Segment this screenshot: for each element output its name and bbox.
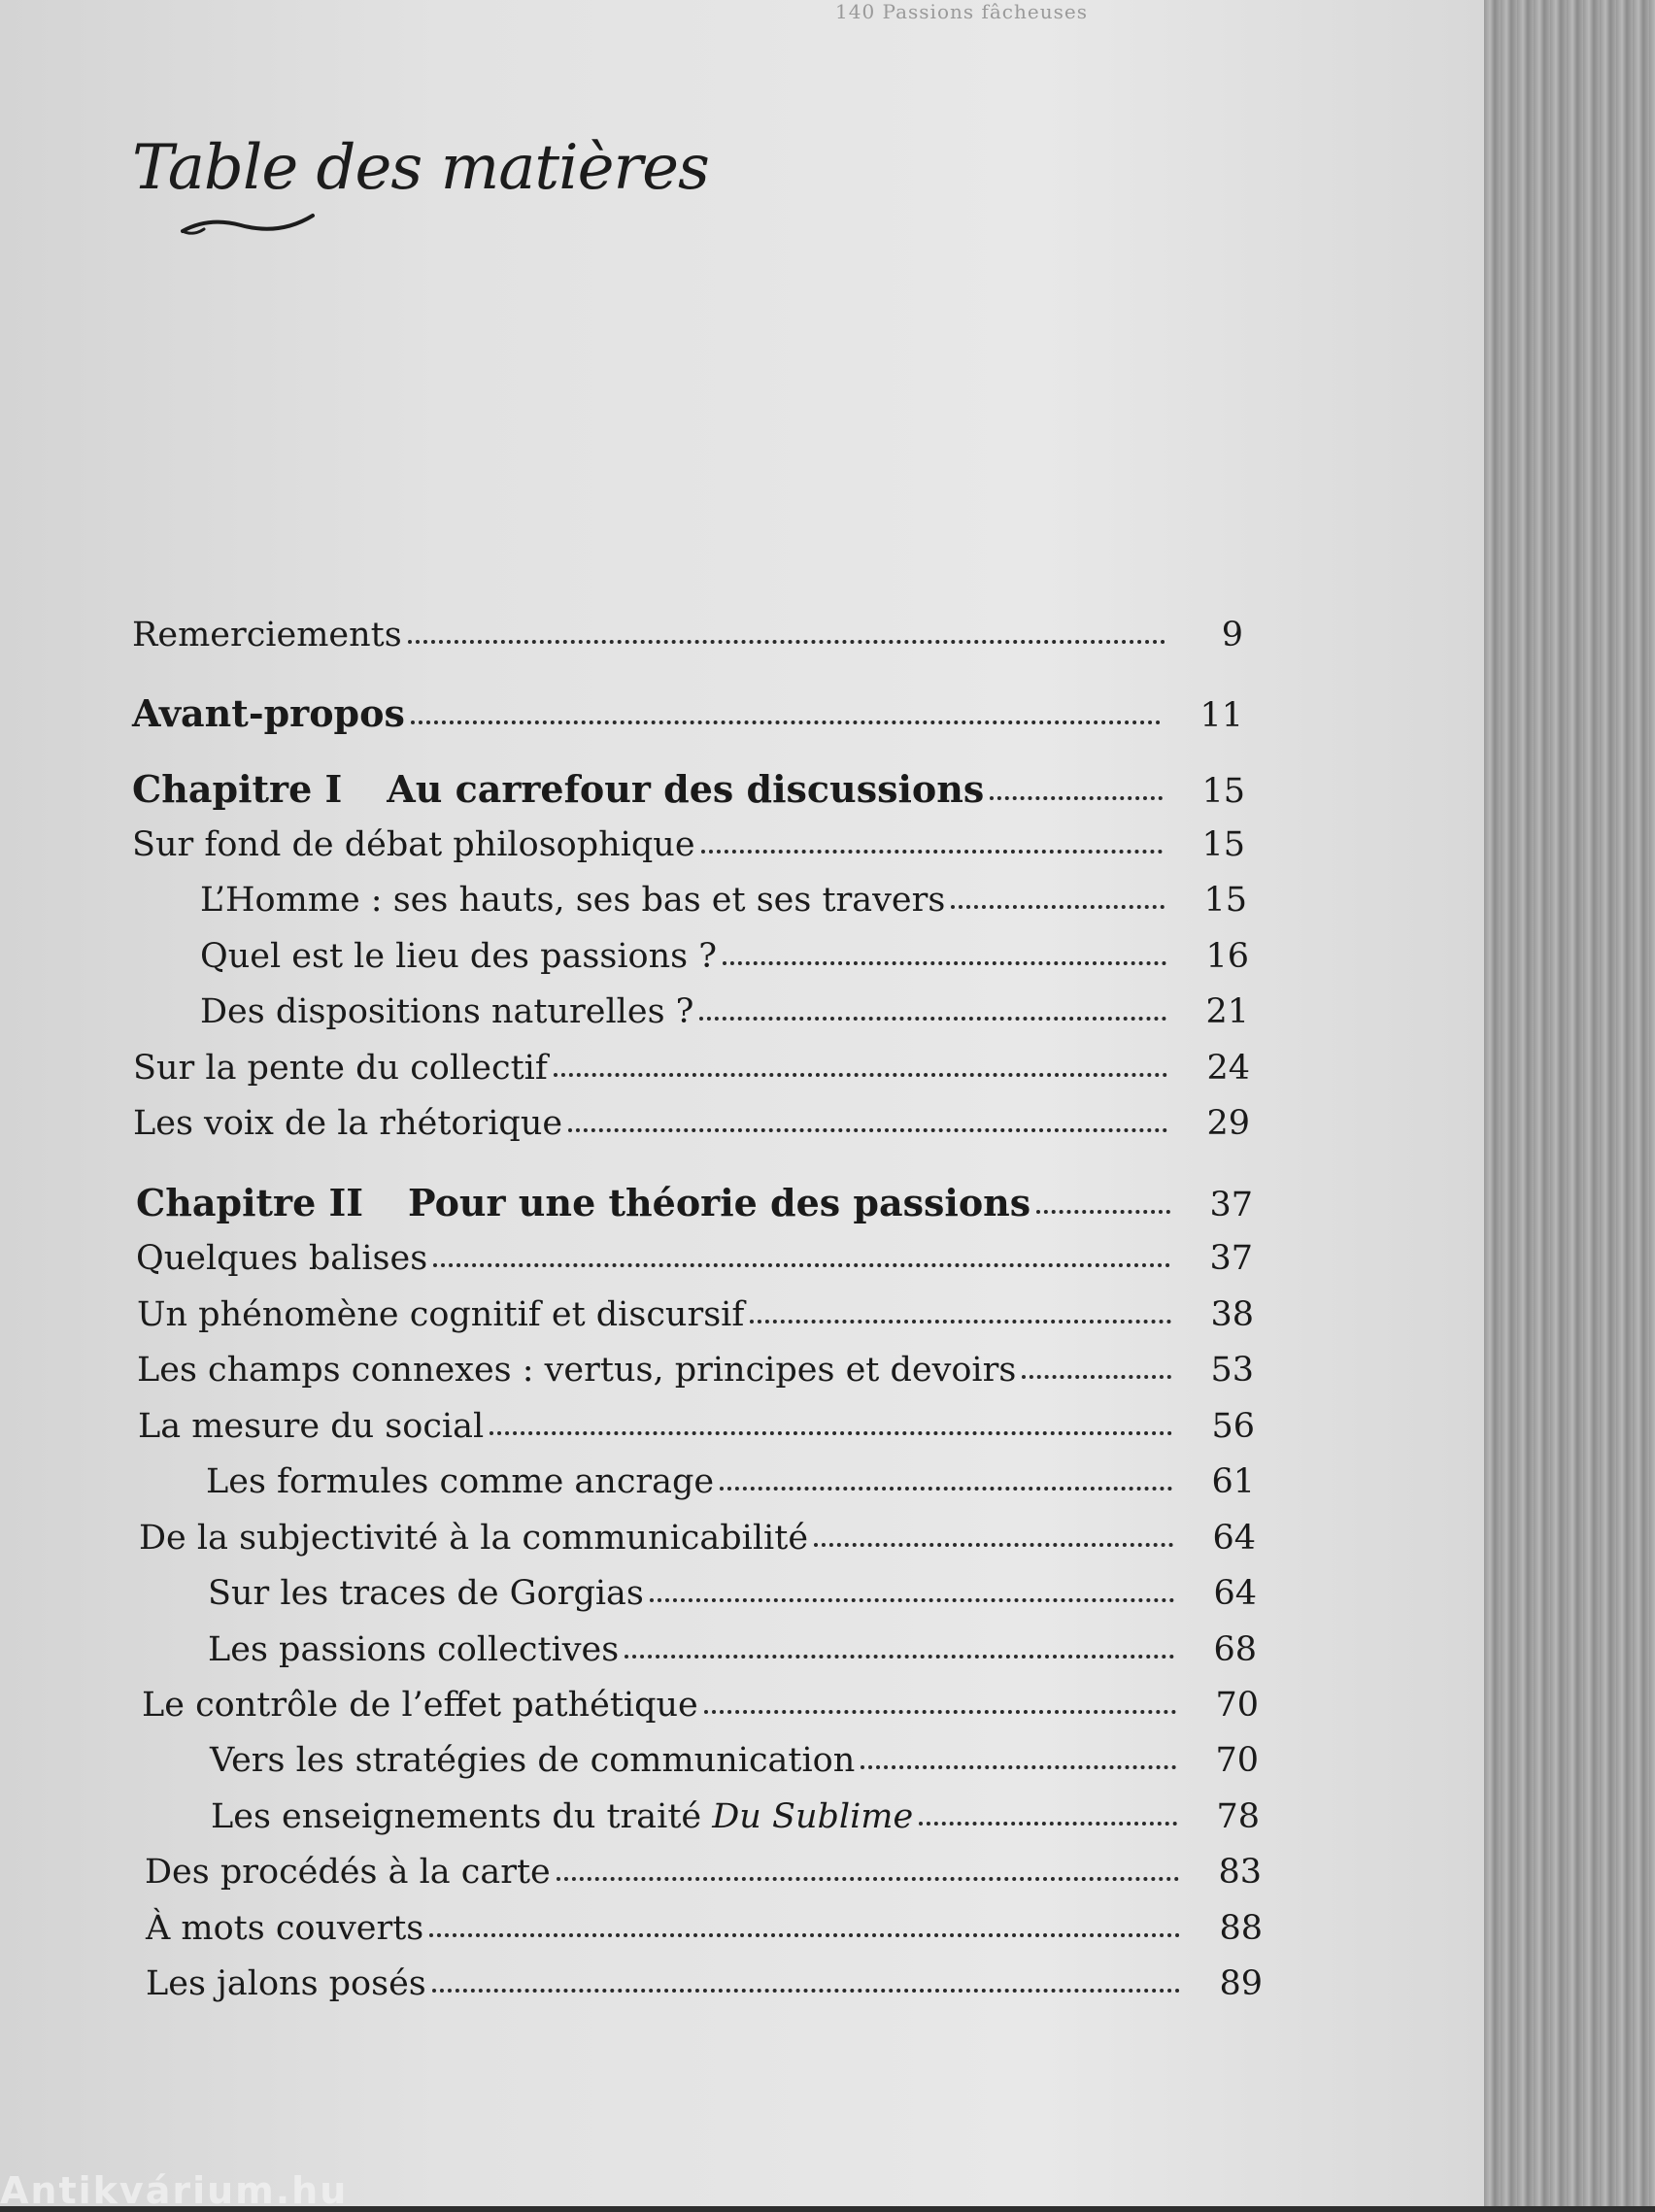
italic-work-title: Du Sublime	[712, 1797, 914, 1836]
toc-entry-label: La mesure du social	[138, 1407, 485, 1446]
toc-chapter-entry	[132, 767, 1245, 812]
toc-page-number: 24	[1206, 1049, 1250, 1088]
dot-leader	[650, 1597, 1175, 1602]
toc-entry-label: Sur fond de débat philosophique	[132, 825, 695, 864]
page-title: Table des matières	[132, 132, 709, 204]
toc-page-number: 37	[1209, 1186, 1253, 1224]
dot-leader	[554, 1072, 1168, 1077]
toc-page-number: 70	[1215, 1686, 1259, 1725]
toc-page-number: 89	[1219, 1964, 1263, 2003]
toc-entry	[146, 1964, 1263, 2009]
dot-leader	[699, 1016, 1166, 1021]
toc-subentry	[200, 937, 1249, 982]
dot-leader	[411, 720, 1162, 724]
chapter-title: Au carrefour des discussions	[387, 767, 985, 811]
dot-leader	[951, 904, 1165, 909]
running-head: 140 Passions fâcheuses	[835, 0, 1088, 23]
toc-page-number: 68	[1213, 1630, 1257, 1669]
toc-entry-label: Les passions collectives	[208, 1630, 620, 1669]
toc-page-number: 37	[1209, 1239, 1253, 1278]
toc-entry	[145, 1853, 1262, 1897]
toc-chapter-entry	[136, 1181, 1253, 1225]
toc-entry	[132, 825, 1245, 870]
toc-entry-label: Avant-propos	[132, 691, 405, 735]
dot-leader	[919, 1821, 1177, 1826]
background-surface	[1484, 0, 1655, 2206]
toc-page-number: 16	[1205, 937, 1249, 976]
dot-leader	[723, 960, 1166, 965]
toc-page-number: 9	[1221, 616, 1243, 654]
chapter-title: Pour une théorie des passions	[408, 1181, 1031, 1224]
toc-page-number: 64	[1212, 1519, 1256, 1558]
toc-page-number: 21	[1205, 992, 1249, 1031]
toc-entry-label: Quel est le lieu des passions ?	[200, 937, 717, 976]
toc-page-number: 15	[1201, 825, 1245, 864]
dot-leader	[1036, 1209, 1170, 1214]
toc-page-number: 64	[1213, 1574, 1257, 1613]
toc-entry	[137, 1351, 1254, 1395]
chapter-number: Chapitre II	[136, 1181, 364, 1224]
dot-leader	[990, 795, 1163, 800]
toc-entry-label: Des procédés à la carte	[145, 1853, 551, 1892]
toc-entry-label: De la subjectivité à la communicabilité	[139, 1519, 809, 1558]
dot-leader	[432, 1988, 1181, 1993]
toc-entry-label: Quelques balises	[136, 1239, 428, 1278]
toc-page-number: 15	[1201, 772, 1245, 811]
dot-leader	[568, 1127, 1167, 1132]
toc-page-number: 15	[1203, 881, 1247, 920]
toc-entry	[133, 1049, 1250, 1093]
dot-leader	[861, 1764, 1176, 1769]
toc-entry-label: Un phénomène cognitif et discursif	[137, 1295, 745, 1334]
dot-leader	[720, 1486, 1172, 1491]
toc-subentry	[200, 881, 1247, 925]
toc-entry-label: Sur les traces de Gorgias	[208, 1574, 644, 1613]
toc-entry	[139, 1519, 1256, 1563]
toc-subentry	[211, 1797, 1260, 1842]
toc-entry	[132, 616, 1243, 660]
chapter-number: Chapitre I	[132, 767, 343, 811]
toc-page-number: 29	[1206, 1104, 1250, 1143]
toc-entry	[142, 1686, 1259, 1730]
toc-subentry	[210, 1741, 1259, 1786]
toc-entry-label: Remerciements	[132, 616, 402, 654]
dot-leader	[701, 849, 1164, 854]
dot-leader	[557, 1876, 1180, 1881]
toc-entry-label: Les jalons posés	[146, 1964, 426, 2003]
toc-page-number: 53	[1210, 1351, 1254, 1390]
toc-entry	[136, 1239, 1253, 1284]
dot-leader	[750, 1319, 1171, 1324]
toc-page-number: 38	[1210, 1295, 1254, 1334]
toc-page-number: 88	[1219, 1909, 1263, 1948]
toc-page-number: 11	[1199, 696, 1243, 735]
toc-entry	[146, 1909, 1263, 1954]
toc-subentry	[208, 1630, 1257, 1675]
dot-leader	[490, 1430, 1172, 1435]
toc-subentry	[206, 1462, 1255, 1507]
watermark: Antikvárium.hu	[0, 2169, 349, 2212]
toc-entry-label: Le contrôle de l’effet pathétique	[142, 1686, 698, 1725]
dot-leader	[704, 1709, 1177, 1714]
toc-entry-label: Les voix de la rhétorique	[133, 1104, 563, 1143]
toc-subentry	[200, 992, 1249, 1037]
toc-entry-label: Sur la pente du collectif	[133, 1049, 548, 1088]
toc-entry-label: L’Homme : ses hauts, ses bas et ses travers	[200, 881, 946, 920]
toc-page-number: 83	[1218, 1853, 1262, 1892]
toc-subentry	[208, 1574, 1257, 1619]
toc-page-number: 70	[1215, 1741, 1259, 1780]
dot-leader	[408, 639, 1165, 644]
dot-leader	[1022, 1374, 1171, 1379]
toc-entry-label: Des dispositions naturelles ?	[200, 992, 694, 1031]
dot-leader	[814, 1542, 1173, 1547]
dot-leader	[433, 1262, 1170, 1267]
dot-leader	[429, 1932, 1180, 1937]
toc-entry-label: Vers les stratégies de communication	[210, 1741, 856, 1780]
toc-entry-label: Les enseignements du traité	[211, 1797, 713, 1836]
toc-entry-label: Les champs connexes : vertus, principes et devoirs	[137, 1351, 1017, 1390]
toc-entry	[138, 1407, 1255, 1452]
toc-entry	[137, 1295, 1254, 1340]
toc-entry-label: Les formules comme ancrage	[206, 1462, 715, 1501]
toc-page-number: 78	[1216, 1797, 1260, 1836]
toc-page-number: 61	[1211, 1462, 1255, 1501]
toc-entry	[133, 1104, 1250, 1149]
dot-leader	[625, 1654, 1174, 1659]
toc-entry-label: À mots couverts	[146, 1909, 424, 1948]
toc-page-number: 56	[1211, 1407, 1255, 1446]
toc-entry	[132, 691, 1243, 736]
